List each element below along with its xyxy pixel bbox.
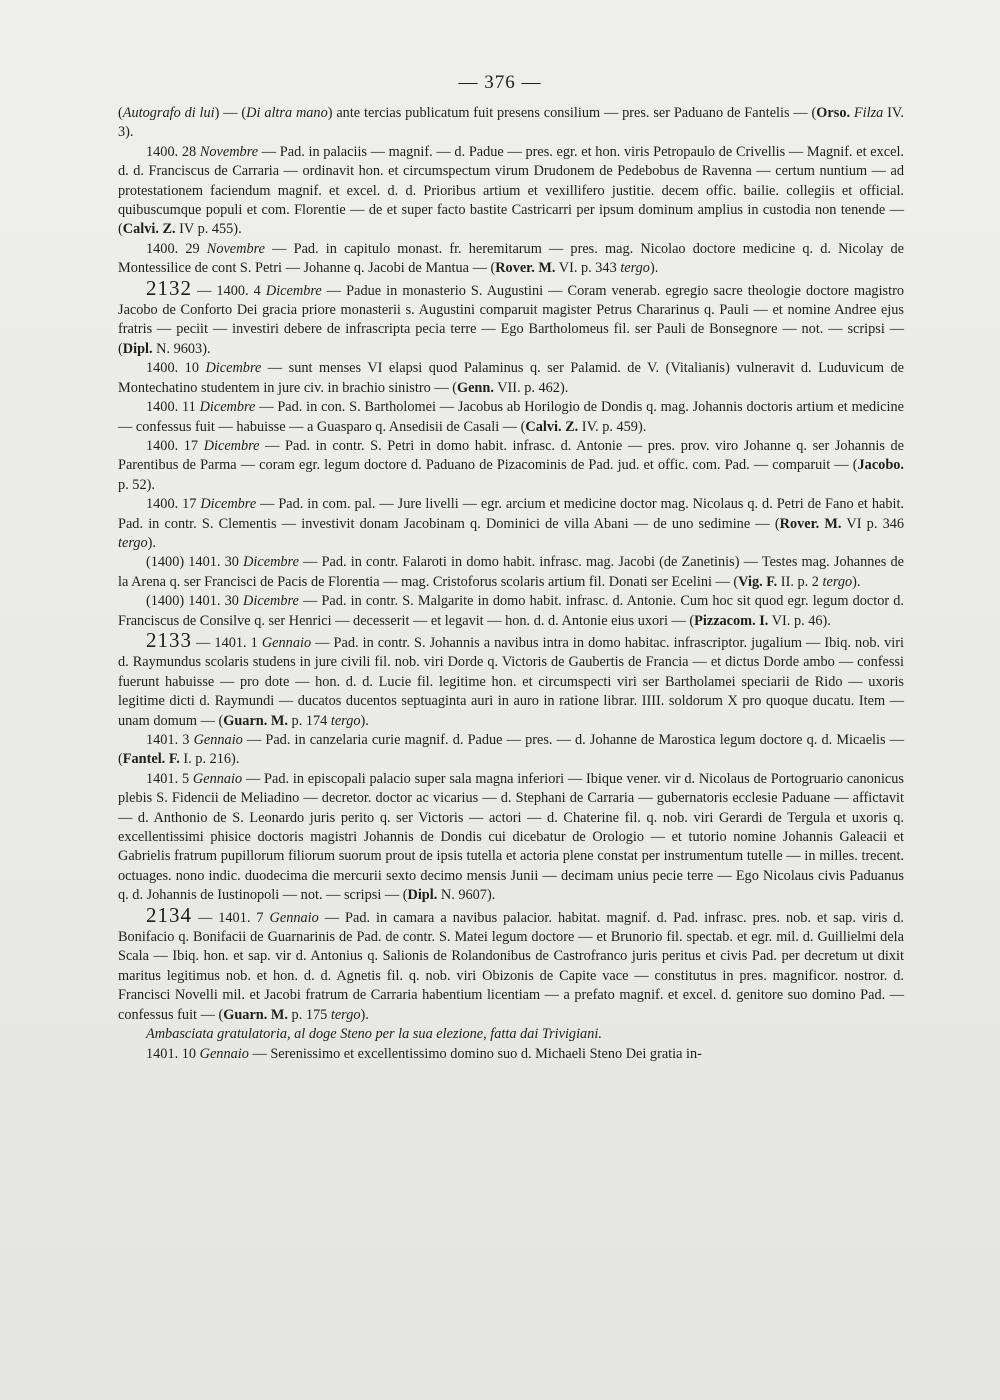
document-entry — [118, 240, 904, 279]
numbered-document-entry — [118, 275, 904, 360]
source-reference: Dipl. — [122, 340, 153, 357]
entry-text: — 1401. 1 — [192, 634, 262, 651]
italic-text: Ambasciata gratulatoria, al doge Steno per la sua elezione, fatta dai Trivigiani. — [146, 1026, 602, 1043]
entry-text: — Pad. in camara a navibus palacior. habitat. magnif. d. Pad. infrasc. pres. nob. et sap. viris d. Bonifacio q. Bonifacii de Guarnarinis de Pad. de contr. S. Matei legum doctore — et Brunorio fil. spectab. et egr. mil. d. Guillielmi dela Scala — Ibiq. hon. et sap. vir d. Antonius q. Salionis de Rolandonibus de Castrofranco juris peritus et civis Pad. per decretum ut dixit maritus legitimus nob. et hon. d. d. Agnetis fil. q. nob. viri Obizonis de Capite vace — constitutus in pres. magnificor. nostror. d. Francisci Novelli mil. et Jacobi fratrum de Carraria habentium licentiam — a prefato magnif. et excel. d. genitore suo domino Pad. — confessus fuit — ( — [118, 909, 904, 1023]
entry-text: (1400) 1401. 30 — [146, 554, 244, 571]
italic-text: Dicembre — [200, 496, 257, 513]
entry-text: — Pad. in contr. S. Johannis a navibus intra in domo habitac. infrascriptor. jugalium — Ibiq. nob. viri d. Raymundus scolaris studens in jure civili fil. nob. viri Dorde q. Victoris de Gaubertis de Francia — et dictus Dorde ambo — confessi fuerunt habuisse — pro dote — hon. d. d. Lucie fil. legitime hon. et circumspecti viri ser Bartholamei speciarii de Rido — uxoris legitime dicti d. Raymundi — ducatos ducentos septuaginta auri in auro in ratione librar. IIII. soldorum X pro quoque ducatu. Item — unam domum — ( — [118, 634, 904, 729]
entry-text: 1400. 11 — [146, 399, 200, 416]
italic-text: tergo — [118, 534, 148, 551]
entry-text: 1400. 10 — [146, 360, 206, 377]
entry-text: — Pad. in capitulo monast. fr. heremitarum — pres. mag. Nicolao doctore medicine q. d. Nicolay de Montessilice de cont S. Petri — Johanne q. Jacobi de Mantua — ( — [118, 240, 904, 277]
italic-text: Gennaio — [193, 732, 243, 748]
italic-text: Gennaio — [199, 1045, 249, 1062]
document-entry — [118, 553, 904, 592]
italic-text: Dicembre — [243, 593, 299, 610]
italic-text: Dicembre — [243, 554, 299, 571]
italic-text: Gennaio — [269, 909, 319, 926]
entry-text: 1400. 17 — [146, 437, 204, 454]
document-entry — [118, 1045, 904, 1064]
document-entry — [118, 731, 904, 770]
source-reference: Fantel. F. — [122, 751, 180, 768]
entry-text: ) — ( — [214, 105, 247, 121]
document-number: 2132 — [146, 275, 192, 300]
entry-text: — Pad. in canzelaria curie magnif. d. Padue — pres. — d. Johanne de Marostica legum doctore q. d. Micaelis — ( — [118, 732, 904, 768]
document-number: 2133 — [146, 627, 192, 652]
italic-text: Novembre — [199, 143, 259, 160]
italic-text: Dicembre — [205, 360, 262, 377]
entry-text: — Pad. in contr. S. Malgarite in domo habit. infrasc. d. Antonie. Cum hoc sit quod egr. legum doctor d. Franciscus de Consilve q. ser Henrici — decesserit — et legavit — hon. d. d. Antonie eius uxori — ( — [118, 593, 904, 629]
document-entry — [118, 143, 904, 240]
italic-text: Gennaio — [261, 634, 312, 651]
entry-text: p. 175 — [287, 1006, 331, 1023]
entry-text: IV. 3). — [118, 105, 904, 141]
entry-text: ( — [118, 105, 123, 121]
italic-text: Dicembre — [199, 399, 256, 416]
document-entry — [118, 592, 904, 631]
entry-text: 1400. 28 — [146, 143, 200, 160]
source-reference: Calvi. Z. — [525, 418, 579, 435]
document-entry — [118, 770, 904, 906]
entry-text: — Pad. in palaciis — magnif. — d. Padue — pres. egr. et hon. viris Petropaulo de Crivellis — Magnif. et excel. d. d. Franciscus de Carraria — ordinavit hon. et circumspectum virum Drudonem de Pedebobus de Ravenna — certum nuntium — ad protestationem faciendum magnif. et excel. d. d. Prioribus artium et vexillifero justitie. decem offic. bailie. collegiis et official. quibuscumque populi et com. Florentie — de et super facto bastite Castricarri per ipsum dominum amplius in custodia non tenende — ( — [118, 143, 904, 238]
entry-text: — Pad. in episcopali palacio super sala magna inferiori — Ibique vener. vir d. Nicolaus de Portogruario canonicus plebis S. Fidencii de Meliadino — decretor. doctor ac vicarius — d. Stephani de Carraria — gubernatoris ecclesie Paduane — affictavit — d. Anthonio de S. Leonardo juris perito q. ser Victoris — actori — d. Chaterine fil. q. nob. viri Gerardi de Tergula et uxoris q. excellentissimi phisice doctoris magistri Johannis de Dondis cui dicebatur de Orologio — et tutorio nomine Johannis Galeacii et Gabrielis fratrum pupillorum filiorum suorum prout de ipsis tutella et actoria plene constat per instrumentum tutelle — in milles. trecent. octuages. nono indic. duodecima die mercurii sexto decimo mensis Junii — decimam unius pecie terre — Ego Nicolaus civis Paduanus q. d. Johannis de Iustinopoli — not. — scripsi — ( — [118, 770, 904, 904]
entry-text: — Serenissimo et excellentissimo domino suo d. Michaeli Steno Dei gratia in- — [248, 1045, 702, 1062]
italic-text: Dicembre — [265, 282, 322, 299]
entry-text: — Padue in monasterio S. Augustini — Coram venerab. egregio sacre theologie doctore magistro Jacobo de Conforto Dei gracia priore monasterii s. Augustini comparuit magister Petrus Chararinus q. Pauli — et nomine Andree ejus fratris — peciit — investiri debere de infrascripta pecia terre — Ego Bartholomeus fil. ser Pauli de Bonsegnore — not. — scripsi — ( — [118, 282, 904, 357]
entry-text: p. 174 — [287, 712, 331, 729]
entry-text: 1400. 29 — [146, 240, 207, 257]
entry-text: — Pad. in contr. Falaroti in domo habit. infrasc. mag. Jacobi (de Zanetinis) — Testes mag. Johannes de la Arena q. ser Francisci de Pacis de Florentia — mag. Cristoforus scolaris artium fil. Donati ser Ecelini — ( — [118, 554, 904, 590]
entry-text: — 1400. 4 — [192, 282, 266, 299]
source-reference: Genn. — [456, 379, 494, 396]
italic-text: tergo — [330, 712, 361, 729]
document-number: 2134 — [146, 902, 192, 927]
entry-text: — Pad. in com. pal. — Jure livelli — egr. arcium et medicine doctor mag. Nicolaus q. d. Petri de Fano et habit. Pad. in contr. S. Clementis — investivit donam Jacobinam q. Dominici de villa Abani — de uno sedimine — ( — [118, 496, 904, 532]
source-reference: Jacobo. — [857, 457, 904, 474]
source-reference: Rover. M. — [495, 260, 556, 277]
source-reference: Pizzacom. I. — [694, 612, 769, 629]
entry-text: VI. p. 46). — [768, 612, 831, 629]
entry-text: — Pad. in contr. S. Petri in domo habit. infrasc. d. Antonie — pres. prov. viro Johanne q. ser Johannis de Parentibus de Parma — coram egr. legum doctore d. Paduano de Pizacominis de Pad. jud. et offic. com. Pad. — comparuit — ( — [118, 437, 905, 474]
document-body — [118, 104, 904, 1064]
numbered-document-entry — [118, 902, 904, 1025]
italic-text: Gennaio — [192, 770, 243, 787]
entry-text: — 1401. 7 — [192, 909, 270, 926]
section-heading — [118, 1025, 904, 1044]
entry-text: (1400) 1401. 30 — [146, 593, 244, 610]
italic-text: Novembre — [206, 240, 266, 257]
document-entry — [118, 104, 904, 143]
entry-text: 1401. 3 — [146, 732, 194, 748]
document-entry — [118, 495, 904, 553]
source-reference: Dipl. — [407, 887, 438, 904]
entry-text: 1400. 17 — [146, 496, 201, 513]
entry-text: VI. p. 343 — [555, 260, 621, 277]
numbered-document-entry — [118, 627, 904, 731]
entry-text: — sunt menses VI elapsi quod Palaminus q. ser Palamid. de V. (Vitalianis) vulneravit d. Luduvicum de Montechatino studentem in jure civ. in brachio sinistro — ( — [118, 360, 904, 396]
entry-text: ). — [852, 573, 861, 590]
source-reference: Vig. F. — [738, 573, 778, 590]
entry-text: — Pad. in con. S. Bartholomei — Jacobus ab Horilogio de Dondis q. mag. Johannis doctoris artium et medicine — confessus fuit — habuisse — a Guasparo q. Ansedisii de Casali — ( — [118, 399, 904, 435]
document-entry — [118, 359, 904, 398]
italic-text: Di altra mano — [246, 105, 328, 121]
entry-text: II. p. 2 — [777, 573, 823, 590]
entry-text: ). — [147, 534, 156, 551]
entry-text: p. 52). — [118, 476, 155, 493]
entry-text: N. 9603). — [152, 340, 211, 357]
source-reference: Orso. — [816, 105, 851, 121]
italic-text: Filza — [853, 105, 884, 121]
entry-text: ) ante tercias publicatum fuit presens consilium — pres. ser Paduano de Fantelis — ( — [327, 105, 817, 121]
entry-text: N. 9607). — [437, 887, 496, 904]
italic-text: Dicembre — [203, 437, 260, 454]
entry-text: 1401. 10 — [146, 1045, 200, 1062]
entry-text: VI p. 346 — [841, 515, 905, 532]
entry-text: I. p. 216). — [179, 751, 240, 768]
entry-text: ). — [360, 1006, 369, 1023]
entry-text: VII. p. 462). — [493, 379, 569, 396]
italic-text: tergo — [330, 1006, 361, 1023]
source-reference: Rover. M. — [779, 515, 842, 532]
entry-text: 1401. 5 — [146, 770, 193, 787]
entry-text: ). — [360, 712, 369, 729]
document-entry — [118, 398, 904, 437]
entry-text: IV. p. 459). — [578, 418, 647, 435]
source-reference: Calvi. Z. — [122, 221, 176, 238]
entry-text: IV p. 455). — [175, 221, 242, 238]
document-entry — [118, 437, 904, 495]
italic-text: tergo — [822, 573, 853, 590]
source-reference: Guarn. M. — [223, 712, 288, 729]
page-number: — 376 — — [458, 72, 542, 93]
italic-text: tergo — [620, 260, 650, 277]
source-reference: Guarn. M. — [223, 1006, 288, 1023]
entry-text: ). — [649, 260, 659, 277]
italic-text: Autografo di lui — [122, 105, 215, 121]
